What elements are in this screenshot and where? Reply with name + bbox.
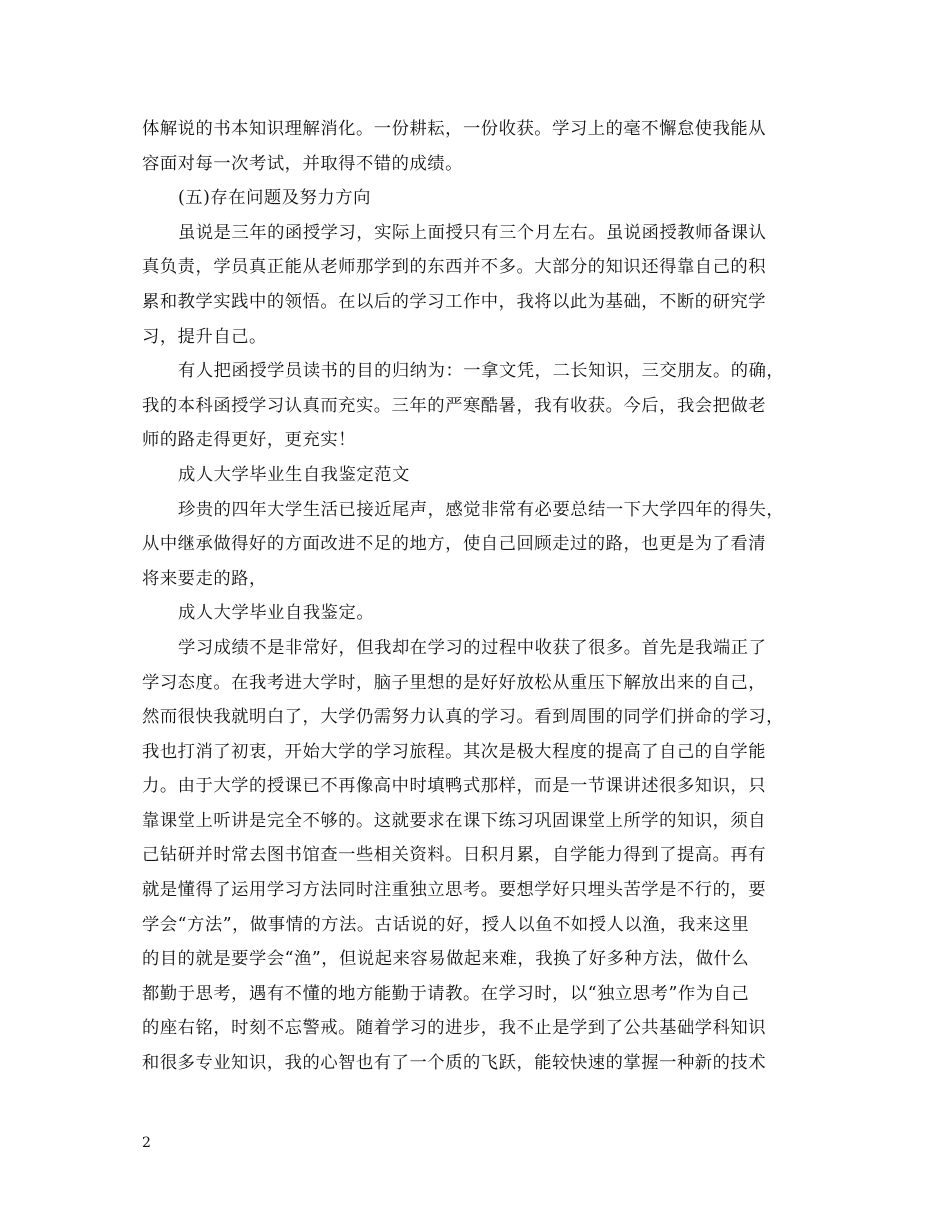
text-line: 学会“方法”，做事情的方法。古话说的好，授人以鱼不如授人以渔，我来这里	[142, 914, 750, 935]
text-line: 成人大学毕业自我鉴定。	[178, 603, 375, 624]
text-line: 虽说是三年的函授学习，实际上面授只有三个月左右。虽说函授教师备课认	[178, 222, 767, 243]
text-line: 有人把函授学员读书的目的归纳为：一拿文凭，二长知识，三交朋友。的确，	[178, 361, 785, 382]
text-line: 真负责，学员真正能从老师那学到的东西并不多。大部分的知识还得靠自己的积	[142, 257, 767, 278]
text-line: 习，提升自己。	[142, 326, 267, 347]
text-line: 容面对每一次考试，并取得不错的成绩。	[142, 153, 463, 174]
text-line: 和很多专业知识，我的心智也有了一个质的飞跃，能较快速的掌握一种新的技术	[142, 1053, 767, 1074]
text-line: 从中继承做得好的方面改进不足的地方，使自己回顾走过的路，也更是为了看清	[142, 534, 767, 555]
text-line: 成人大学毕业生自我鉴定范文	[178, 464, 410, 485]
text-line: 然而很快我就明白了，大学仍需努力认真的学习。看到周围的同学们拼命的学习，	[142, 707, 784, 728]
text-line: 的目的就是要学会“渔”，但说起来容易做起来难，我换了好多种方法，做什么	[142, 949, 750, 970]
text-line: 就是懂得了运用学习方法同时注重独立思考。要想学好只埋头苦学是不行的，要	[142, 880, 767, 901]
text-line: 将来要走的路，	[142, 568, 267, 589]
text-line: 累和教学实践中的领悟。在以后的学习工作中，我将以此为基础，不断的研究学	[142, 291, 767, 312]
text-line: 都勤于思考，遇有不懂的地方能勤于请教。在学习时，以“独立思考”作为自己	[142, 983, 750, 1004]
text-line: 力。由于大学的授课已不再像高中时填鸭式那样，而是一节课讲述很多知识，只	[142, 776, 767, 797]
text-line: (五)存在问题及努力方向	[178, 188, 371, 209]
text-line: 靠课堂上听讲是完全不够的。这就要求在课下练习巩固课堂上所学的知识，须自	[142, 810, 767, 831]
text-line: 学习态度。在我考进大学时，脑子里想的是好好放松从重压下解放出来的自己，	[142, 672, 767, 693]
page-number: 2	[142, 1135, 151, 1151]
text-line: 我的本科函授学习认真而充实。三年的严寒酷暑，我有收获。今后，我会把做老	[142, 395, 767, 416]
text-line: 学习成绩不是非常好，但我却在学习的过程中收获了很多。首先是我端正了	[178, 637, 767, 658]
text-line: 珍贵的四年大学生活已接近尾声，感觉非常有必要总结一下大学四年的得失，	[178, 499, 785, 520]
text-line: 的座右铭，时刻不忘警戒。随着学习的进步，我不止是学到了公共基础学科知识	[142, 1018, 767, 1039]
text-line: 体解说的书本知识理解消化。一份耕耘，一份收获。学习上的毫不懈怠使我能从	[142, 119, 767, 139]
text-line: 己钻研并时常去图书馆查一些相关资料。日积月累，自学能力得到了提高。再有	[142, 845, 767, 866]
text-line: 师的路走得更好，更充实！	[142, 430, 356, 451]
document-body	[142, 112, 822, 1081]
text-line: 我也打消了初衷，开始大学的学习旅程。其次是极大程度的提高了自己的自学能	[142, 741, 767, 762]
